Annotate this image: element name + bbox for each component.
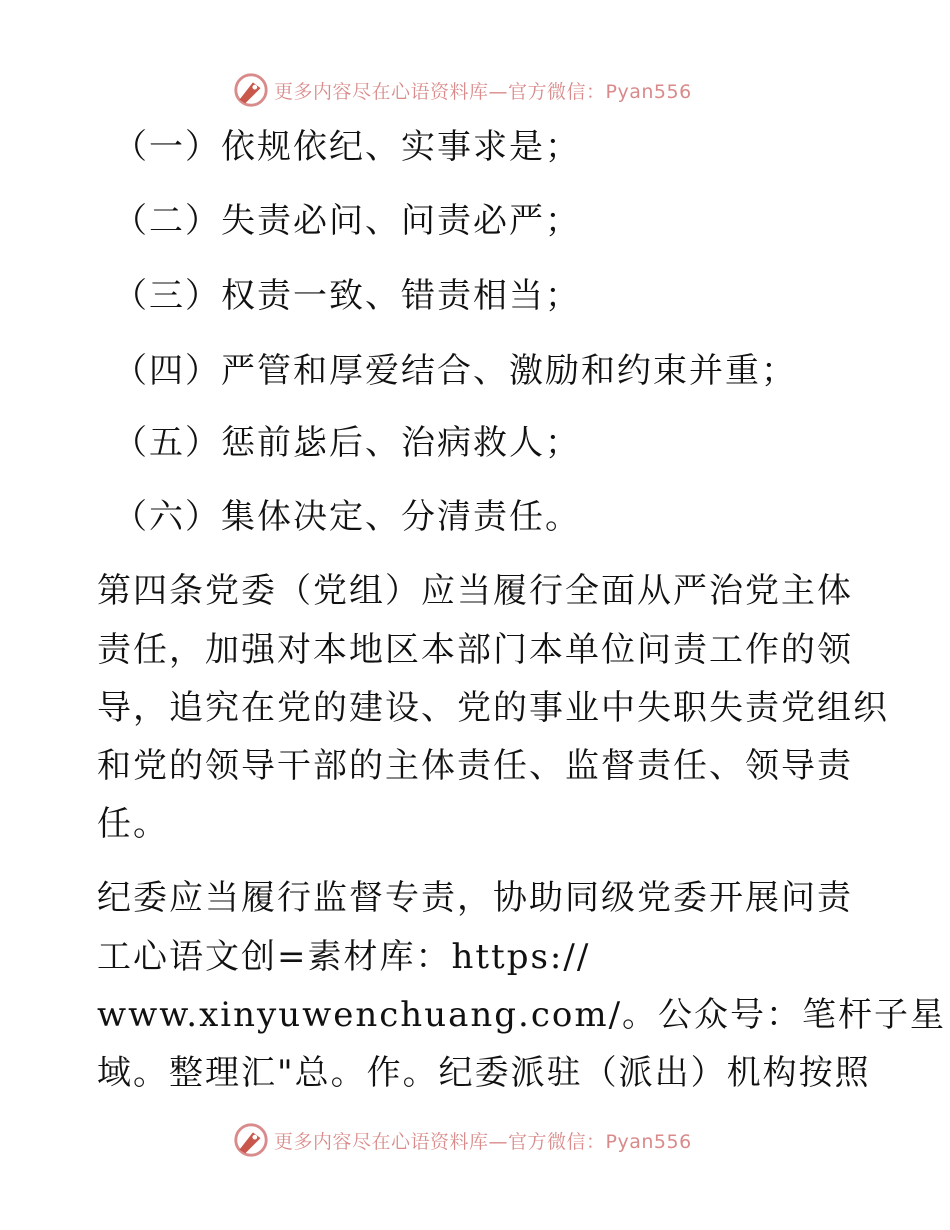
paragraph-line: 导，追究在党的建设、党的事业中失职失责党组织 xyxy=(97,688,889,728)
watermark-text: 更多内容尽在心语资料库—官方微信：Pyan556 xyxy=(274,1130,692,1153)
list-item: （三）权责一致、错责相当； xyxy=(113,276,581,316)
paragraph-line: 任。 xyxy=(97,804,169,844)
list-item: （四）严管和厚爱结合、激励和约束并重； xyxy=(113,351,797,391)
header-watermark xyxy=(232,70,692,110)
list-item: （一）依规依纪、实事求是； xyxy=(113,127,581,167)
paragraph-line: 纪委应当履行监督专责，协助同级党委开展问责 xyxy=(97,878,853,918)
paragraph-line: 域。整理汇"总。作。纪委派驻（派出）机构按照 xyxy=(97,1053,871,1093)
paragraph-line: 责任，加强对本地区本部门本单位问责工作的领 xyxy=(97,630,853,670)
paragraph-line: 第四条党委（党组）应当履行全面从严治党主体 xyxy=(97,571,853,611)
footer-watermark xyxy=(232,1120,692,1160)
paragraph-line: 和党的领导干部的主体责任、监督责任、领导责 xyxy=(97,746,853,786)
pen-nib-logo-icon xyxy=(232,1121,270,1159)
paragraph-line: www.xinyuwenchuang.com/。公众号：笔杆子星 xyxy=(97,995,947,1035)
pen-nib-logo-icon xyxy=(232,71,270,109)
list-item: （二）失责必问、问责必严； xyxy=(113,201,581,241)
list-item: （六）集体决定、分清责任。 xyxy=(113,497,581,537)
list-item: （五）惩前毖后、治病救人； xyxy=(113,423,581,463)
watermark-text: 更多内容尽在心语资料库—官方微信：Pyan556 xyxy=(274,80,692,103)
paragraph-line: 工心语文创=素材库：https:// xyxy=(97,937,591,977)
